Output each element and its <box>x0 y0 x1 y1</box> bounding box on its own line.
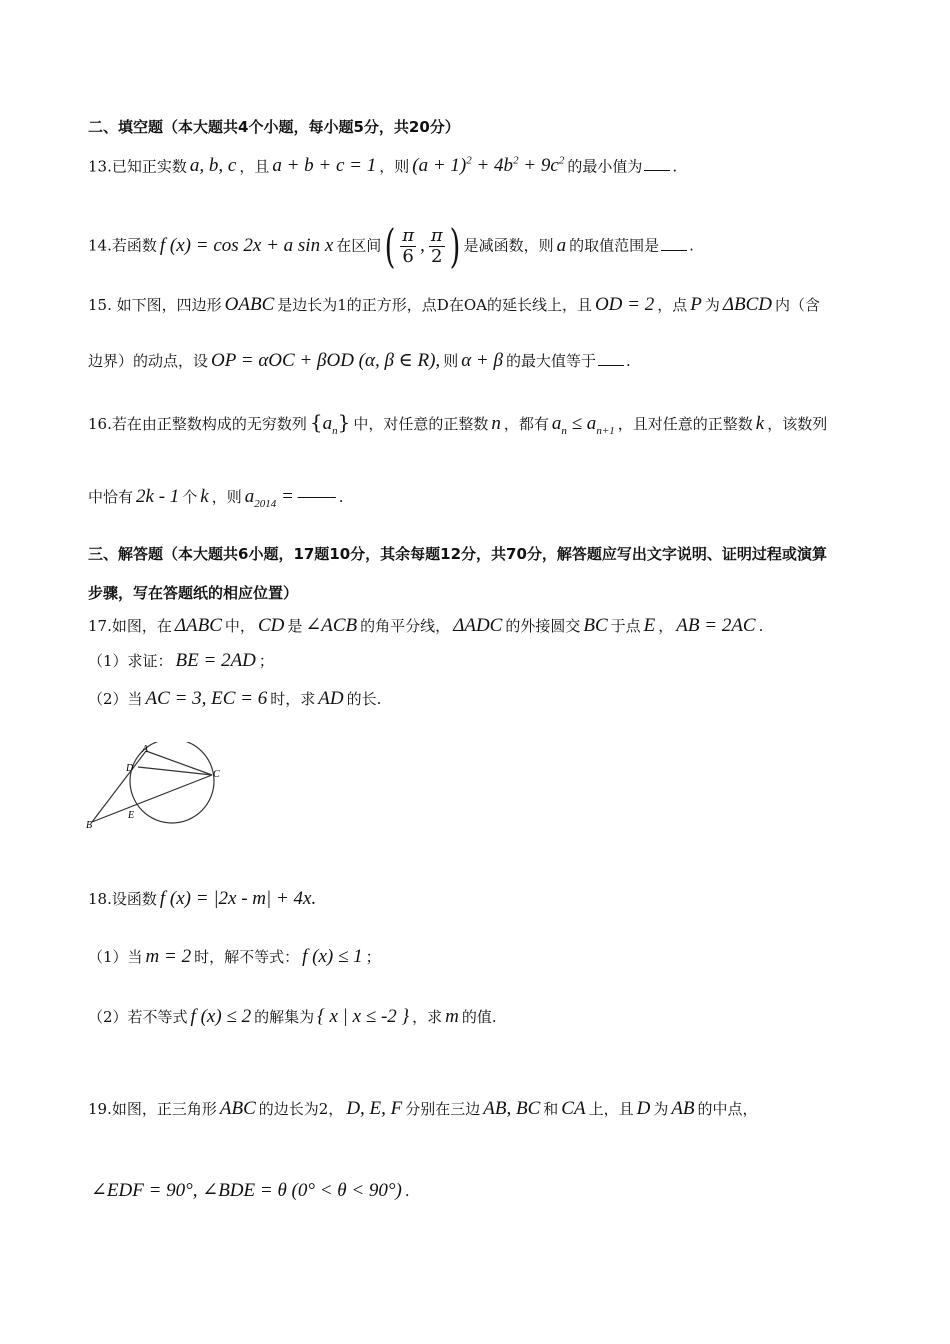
question-14: 14.若函数 f (x) = cos 2x + a sin x 在区间( $\frac{\pi}{6}$ , $\frac{\pi}{2}$ ) 是减函数，则 a 的取值范围是 . <box>88 219 694 273</box>
answer-blank <box>598 351 624 366</box>
q13-text-3: ，则 <box>379 157 410 176</box>
question-15-line-1: 15. 如下图，四边形 OABC 是边长为1的正方形，点D在OA的延长线上，且 OD = 2 ，点 P 为 ΔBCD 内（含 <box>88 294 821 315</box>
q13-math-2: a + b + c = 1 <box>272 155 377 177</box>
q14-math-1: f (x) = cos 2x + a sin x <box>159 234 334 256</box>
label-e: E <box>128 810 135 821</box>
q14-text-2: 在区间 <box>336 236 382 255</box>
q14-number: 14. <box>88 236 112 255</box>
q15-math-oabc: OABC <box>224 294 275 315</box>
q13-math-3: $(a + 1)^2 + 4b^2 + 9c^2$ <box>412 155 565 177</box>
q16-inequality: $a_n \le a_{n+1}$ <box>551 413 615 437</box>
q14-text-4: 的取值范围是 <box>569 236 660 255</box>
question-18-part-2: （2）若不等式 f (x) ≤ 2 的解集为 { x | x ≤ -2 } ，求 m 的值. <box>88 1006 497 1027</box>
q13-text-2: ，且 <box>239 157 270 176</box>
question-17-part-1: （1）求证： BE = 2AD ； <box>88 650 274 671</box>
question-17: 17.如图，在 ΔABC 中， CD 是 ∠ACB 的角平分线， ΔADC 的外接圆交 BC 于点 E ， AB = 2AC . <box>88 615 764 636</box>
answer-blank <box>644 156 670 171</box>
section3-heading-line-2: 步骤，写在答题纸的相应位置） <box>88 584 299 602</box>
label-b: B <box>86 820 93 831</box>
q13-number: 13. <box>88 157 112 176</box>
question-19-line-2: ∠EDF = 90°, ∠BDE = θ (0° < θ < 90°) . <box>91 1180 410 1201</box>
q15-math-op: OP = αOC + βOD (α, β ∈ R), <box>211 350 441 371</box>
pi-over-2: $\frac{\pi}{2}$ <box>430 225 443 268</box>
section3-heading-line-1: 三、解答题（本大题共6小题，17题10分，其余每题12分，共70分，解答题应写出文字说明、证明过程或演算 <box>88 545 827 563</box>
geometry-figure <box>86 742 226 834</box>
question-16-line-1: 16.若在由正整数构成的无穷数列 $\{a_n\}$ 中，对任意的正整数 n ，都有 $a_n \le a_{n+1}$ ，且对任意的正整数 k ，该数列 <box>88 410 828 437</box>
q14-text-3: 是减函数，则 <box>463 236 554 255</box>
q15-math-od: OD = 2 <box>594 294 655 315</box>
question-16-line-2: 中恰有 2k - 1 个 k ，则 $a_{2014}$ = —— . <box>88 486 344 510</box>
q13-text-4: 的最小值为 <box>567 157 643 176</box>
sequence-an: $\{a_n\}$ <box>309 410 351 437</box>
question-18-part-1: （1）当 m = 2 时，解不等式： f (x) ≤ 1 ； <box>88 946 381 967</box>
section2-heading: 二、填空题（本大题共4个小题，每小题5分，共20分） <box>88 118 460 136</box>
pi-over-6: $\frac{\pi}{6}$ <box>402 225 415 268</box>
question-17-part-2: （2）当 AC = 3, EC = 6 时，求 AD 的长. <box>88 688 382 709</box>
q13-math-1: a, b, c <box>189 155 237 177</box>
question-13: 13.已知正实数 a, b, c ，且 a + b + c = 1 ，则 $(a + 1)^2 + 4b^2 + 9c^2$ 的最小值为 . <box>88 155 678 177</box>
label-a: A <box>142 744 149 755</box>
q16-a2014: $a_{2014}$ <box>244 486 277 510</box>
label-c: C <box>213 769 220 780</box>
question-15-line-2: 边界）的动点，设 OP = αOC + βOD (α, β ∈ R), 则 α + β 的最大值等于 . <box>88 350 631 371</box>
question-19: 19.如图，正三角形 ABC 的边长为2， D, E, F 分别在三边 AB, BC 和 CA 上，且 D 为 AB 的中点， <box>88 1098 758 1119</box>
q13-text-1: 已知正实数 <box>111 157 187 176</box>
answer-blank <box>661 236 687 251</box>
q19-angle-condition: ∠EDF = 90°, ∠BDE = θ (0° < θ < 90°) <box>91 1180 402 1201</box>
question-18: 18.设函数 f (x) = |2x - m| + 4x. <box>88 888 317 909</box>
label-d: D <box>126 763 134 774</box>
q14-text-1: 若函数 <box>111 236 157 255</box>
q14-math-2: a <box>556 234 567 256</box>
